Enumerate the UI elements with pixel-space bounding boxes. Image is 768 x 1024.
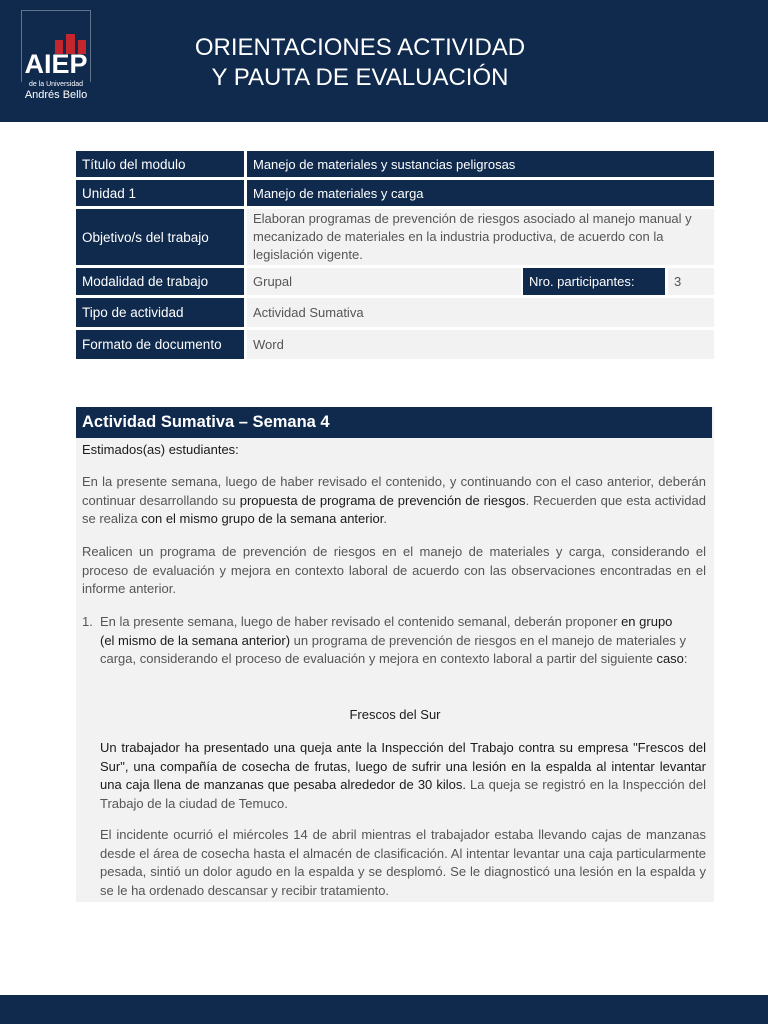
p1-text-e: . [383, 511, 387, 526]
title-line-1: ORIENTACIONES ACTIVIDAD [194, 34, 526, 61]
list-item-1 [100, 613, 688, 669]
info-row-modalidad [76, 268, 714, 295]
case-p1-text-b: La queja se registró en la Inspección del Trabajo de la ciudad de Temuco. [100, 777, 706, 811]
participantes-value: 3 [668, 268, 714, 295]
paragraph-1 [82, 473, 706, 529]
info-row-objetivo [76, 209, 714, 265]
modulo-label: Título del modulo [76, 151, 244, 177]
info-row-modulo [76, 151, 714, 177]
item1-text-c: un programa de prevención de riesgos en el manejo de materiales y carga, considerando el proceso de evaluación y mejora en contexto laboral a partir del siguiente [100, 632, 687, 666]
unidad-label: Unidad 1 [76, 180, 244, 206]
footer-bar [0, 995, 768, 1024]
info-row-tipo [76, 298, 714, 327]
item1-text-e: : [683, 651, 688, 666]
page-title [160, 33, 560, 93]
objetivo-label: Objetivo/s del trabajo [76, 209, 244, 265]
info-row-unidad [76, 180, 714, 206]
case-paragraph-2: El incidente ocurrió el miércoles 14 de abril mientras el trabajador estaba llevando cajas de manzanas desde el área de cosecha hasta el almacén de clasificación. Al intentar levantar una caja particularmente pesada, sintió un dolor agudo en la espalda y se desplomó. Se le diagnosticó una lesión en la espalda y se le ha ordenado descansar y recibir tratamiento. [100, 827, 706, 898]
unidad-value: Manejo de materiales y carga [247, 180, 714, 206]
p1-text-a: En la presente semana, luego de haber revisado el contenido, y continuando con el caso anterior, deberán continuar desarrollando su [82, 474, 706, 508]
paragraph-2: Realicen un programa de prevención de riesgos en el manejo de materiales y carga, considerando el proceso de evaluación y mejora en contexto laboral de acuerdo con las observaciones encontradas en el informe anterior. [82, 544, 706, 596]
tipo-value: Actividad Sumativa [247, 298, 714, 327]
activity-heading: Actividad Sumativa – Semana 4 [76, 407, 712, 438]
p1-emphasis-grupo: con el mismo grupo de la semana anterior [141, 511, 384, 526]
header-banner [0, 0, 768, 122]
item1-emphasis-caso: caso [656, 651, 684, 666]
logo-university: Andrés Bello [24, 89, 88, 101]
item1-emphasis-grupo: en grupo (el mismo de la semana anterior) [100, 614, 673, 648]
tipo-label: Tipo de actividad [76, 298, 244, 327]
formato-label: Formato de documento [76, 330, 244, 359]
item1-text-a: En la presente semana, luego de haber revisado el contenido semanal, deberán proponer [100, 614, 622, 629]
participantes-label: Nro. participantes: [523, 268, 665, 295]
case-paragraph-1 [100, 739, 706, 813]
info-row-formato [76, 330, 714, 359]
modulo-value: Manejo de materiales y sustancias peligrosas [247, 151, 714, 177]
list-number-1: 1. [82, 614, 93, 629]
p1-text-c: . Recuerden que esta actividad se realiza [82, 492, 706, 526]
objetivo-value: Elaboran programas de prevención de riesgos asociado al manejo manual y mecanizado de materiales en la industria productiva, de acuerdo con la legislación vigente. [247, 209, 714, 265]
case-title: Frescos del Sur [349, 707, 441, 722]
case-p1-emphasis: Un trabajador ha presentado una queja ante la Inspección del Trabajo contra su empresa "Frescos del Sur", una compañía de cosecha de frutas, luego de sufrir una lesión en la espalda al intentar levantar una caja llena de manzanas que pesaba alrededor de 30 kilos. [100, 740, 706, 792]
aiep-logo [21, 10, 91, 100]
title-line-2: Y PAUTA DE EVALUACIÓN [211, 64, 509, 91]
modalidad-label: Modalidad de trabajo [76, 268, 244, 295]
p1-emphasis-programa: propuesta de programa de prevención de riesgos [239, 492, 526, 508]
modalidad-value: Grupal [247, 268, 521, 295]
logo-subtitle: de la Universidad [28, 81, 84, 88]
activity-section [76, 407, 714, 902]
formato-value: Word [247, 330, 714, 359]
greeting: Estimados(as) estudiantes: [82, 442, 239, 457]
logo-text: AIEP [24, 49, 88, 79]
